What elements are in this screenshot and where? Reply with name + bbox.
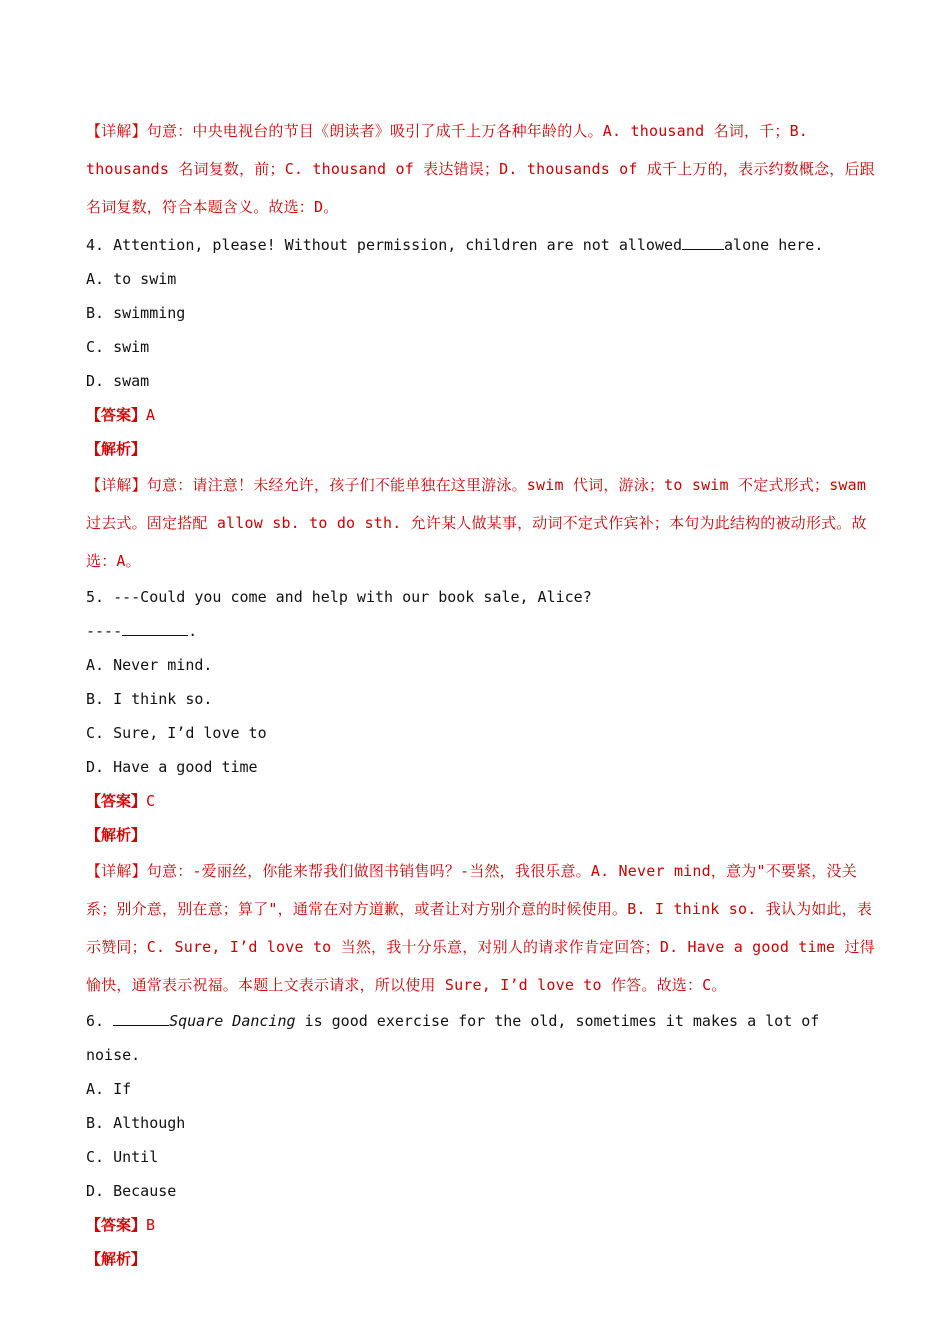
q6-number: 6.	[86, 1012, 114, 1030]
q3-detail: 【详解】句意：中央电视台的节目《朗读者》吸引了成千上万各种年龄的人。A. thousand 名词，千；B. thousands 名词复数，前；C. thousand of 表达错误；D. thousands of 成千上万的，表示约数概念，后跟名词复数，符合本题含义。故选：D。	[86, 122, 875, 216]
q4-option-d: D. swam	[86, 372, 150, 390]
q4-option-b: B. swimming	[86, 304, 186, 322]
q4-detail: 【详解】句意：请注意！未经允许，孩子们不能单独在这里游泳。swim 代词，游泳；to swim 不定式形式；swam 过去式。固定搭配 allow sb. to do sth. 允许某人做某事，动词不定式作宾补；本句为此结构的被动形式。故选：A。	[86, 476, 876, 570]
q4-blank	[682, 249, 724, 250]
q5-option-d: D. Have a good time	[86, 758, 258, 776]
q6-stem-after: is good exercise for the old, sometimes it makes a lot of noise.	[86, 1012, 829, 1064]
q6-answer-value: B	[146, 1216, 156, 1234]
q5-analysis	[86, 818, 876, 852]
q5-option-c: C. Sure, I’d love to	[86, 724, 267, 742]
q6-analysis	[86, 1242, 876, 1276]
q4-option-c: C. swim	[86, 338, 150, 356]
q4-stem-after: alone here.	[724, 236, 824, 254]
q6-answer	[86, 1208, 876, 1242]
q6-option-b: B. Although	[86, 1114, 186, 1132]
q5-option-b: B. I think so.	[86, 690, 213, 708]
q5-stem: 5. ---Could you come and help with our book sale, Alice?	[86, 588, 592, 606]
q6-answer-label: 【答案】	[86, 1216, 147, 1234]
q6-blank	[113, 1025, 169, 1026]
q5-blank	[122, 635, 188, 636]
q4-analysis-label: 【解析】	[86, 440, 147, 458]
q6-option-c: C. Until	[86, 1148, 159, 1166]
q5-reply	[86, 614, 876, 648]
q5-analysis-label: 【解析】	[86, 826, 147, 844]
q5-answer	[86, 784, 876, 818]
q4-answer-value: A	[146, 406, 156, 424]
q4-analysis	[86, 432, 876, 466]
q5-answer-label: 【答案】	[86, 792, 147, 810]
document-content	[86, 112, 876, 1276]
q5-reply-suffix: .	[188, 622, 198, 640]
q4-stem	[86, 228, 876, 262]
q4-answer	[86, 398, 876, 432]
q6-option-a: A. If	[86, 1080, 132, 1098]
q5-detail: 【详解】句意：-爱丽丝，你能来帮我们做图书销售吗？-当然，我很乐意。A. Never mind，意为"不要紧，没关系；别介意，别在意；算了"，通常在对方道歉，或者让对方别介意的时候使用。B. I think so. 我认为如此，表示赞同；C. Sure, I’d love to 当然，我十分乐意，对别人的请求作肯定回答；D. Have a good time 过得愉快，通常表示祝福。本题上文表示请求，所以使用 Sure, I’d love to 作答。故选：C。	[86, 862, 875, 994]
q6-italic-term: Square Dancing	[169, 1012, 296, 1030]
q5-answer-value: C	[146, 792, 156, 810]
q6-stem	[86, 1004, 876, 1072]
q5-option-a: A. Never mind.	[86, 656, 213, 674]
q5-reply-prefix: ----	[86, 622, 123, 640]
q4-option-a: A. to swim	[86, 270, 177, 288]
q6-option-d: D. Because	[86, 1182, 177, 1200]
q4-stem-before: 4. Attention, please! Without permission, children are not allowed	[86, 236, 683, 254]
q4-answer-label: 【答案】	[86, 406, 147, 424]
q6-analysis-label: 【解析】	[86, 1250, 147, 1268]
